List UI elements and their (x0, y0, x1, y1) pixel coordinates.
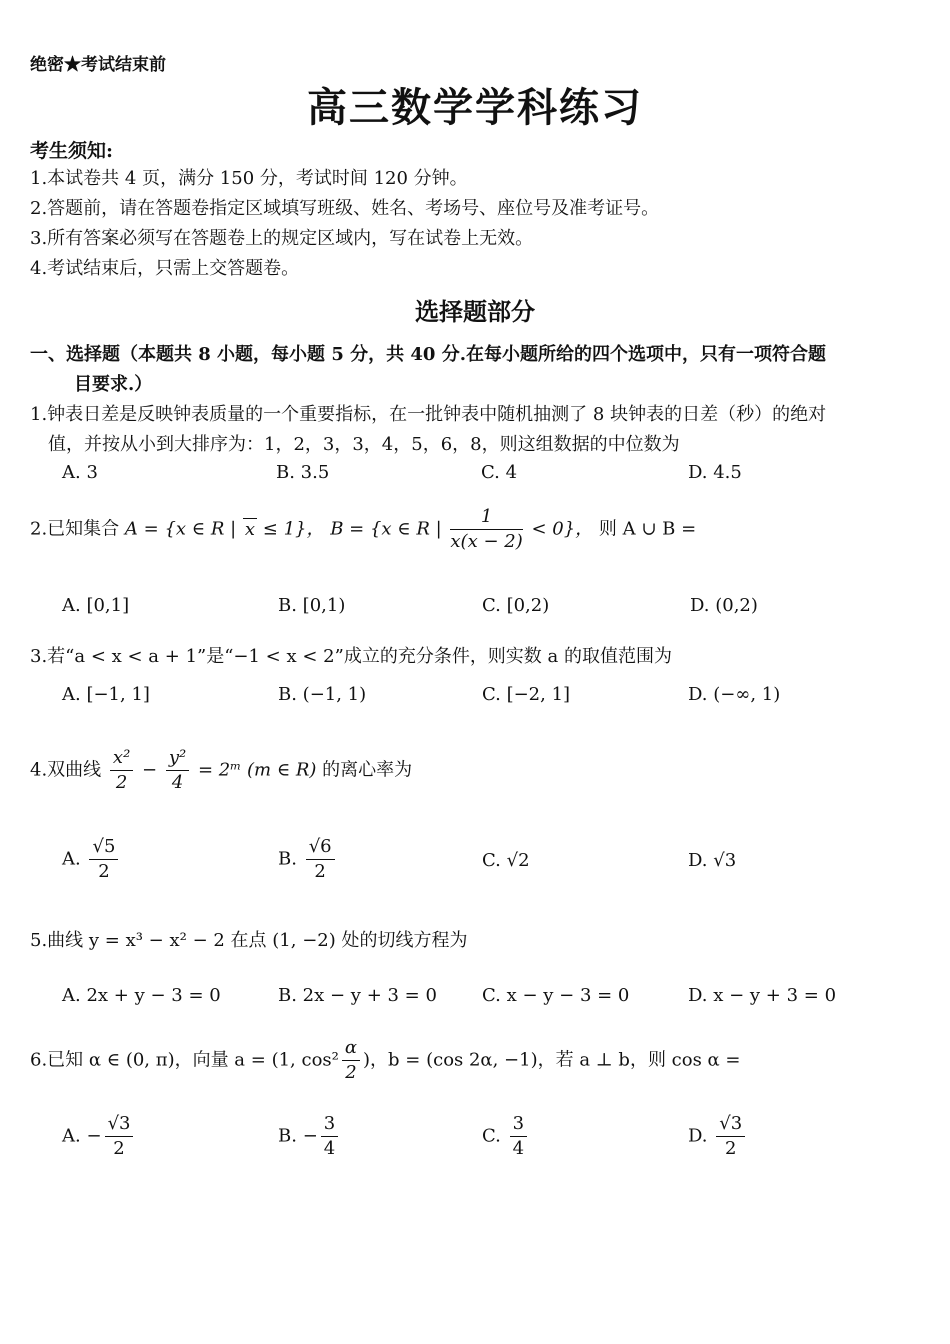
question-6-option-d (688, 1112, 748, 1161)
option-fraction (716, 1112, 745, 1161)
set-b-numerator: 1 (450, 505, 522, 530)
question-5-option-d: D. x − y + 3 = 0 (688, 985, 837, 1006)
question-1-option-a: A. 3 (62, 462, 98, 483)
option-sign: − (86, 1125, 102, 1147)
question-2-stem (30, 505, 696, 554)
option-fraction (306, 835, 335, 884)
note-item: 1.本试卷共 4 页，满分 150 分，考试时间 120 分钟。 (30, 168, 468, 189)
fraction-denominator: 2 (98, 861, 110, 882)
option-label: C. (482, 850, 501, 871)
option-label: A. (62, 848, 81, 870)
fraction-numerator: √3 (105, 1112, 134, 1137)
question-5-option-a: A. 2x + y − 3 = 0 (62, 985, 221, 1006)
part-instructions-line2: 目要求.） (74, 374, 153, 395)
question-1-stem (30, 400, 920, 460)
question-2-option-a: A. [0,1] (62, 595, 130, 616)
question-6-option-a (62, 1112, 136, 1161)
question-4-option-d (688, 850, 736, 871)
fraction-numerator: x² (110, 746, 133, 771)
fraction-denominator: 4 (323, 1138, 336, 1159)
set-b-head: B = {x ∈ R | (330, 518, 448, 540)
set-a-radical (243, 518, 257, 540)
question-6-option-b (278, 1112, 341, 1161)
fraction-numerator: 3 (510, 1112, 527, 1137)
option-fraction (105, 1112, 134, 1161)
question-4-option-c (482, 850, 530, 871)
question-6-option-c (482, 1112, 530, 1161)
question-3-option-a: A. [−1, 1] (62, 684, 150, 705)
set-a-tail: ≤ 1}， (257, 518, 325, 540)
question-1-stem-line1: 1.钟表日差是反映钟表质量的一个重要指标，在一批钟表中随机抽测了 8 块钟表的日差（秒）的绝对 (30, 404, 827, 425)
question-6-prefix: 6.已知 α ∈ (0, π)，向量 a = (1, cos² (30, 1049, 339, 1071)
question-2-prefix: 2.已知集合 (30, 518, 120, 540)
option-fraction (89, 835, 118, 884)
question-1-stem-line2: 值，并按从小到大排序为：1，2，3，3，4，5，6，8，则这组数据的中位数为 (48, 434, 680, 455)
question-5-stem: 5.曲线 y = x³ − x² − 2 在点 (1, −2) 处的切线方程为 (30, 930, 468, 951)
question-3-stem: 3.若“a < x < a + 1”是“−1 < x < 2”成立的充分条件，则实数 a 的取值范围为 (30, 646, 672, 667)
question-3-option-b: B. (−1, 1) (278, 684, 367, 705)
question-5-option-c: C. x − y − 3 = 0 (482, 985, 630, 1006)
section-title: 选择题部分 (415, 297, 535, 326)
option-value: √3 (713, 850, 737, 871)
fraction-denominator: 2 (345, 1062, 357, 1083)
part-instructions (30, 340, 920, 400)
note-item: 2.答题前，请在答题卷指定区域填写班级、姓名、考场号、座位号及准考证号。 (30, 198, 660, 219)
option-value: √2 (506, 850, 530, 871)
option-label: B. (278, 848, 297, 870)
question-2-option-c: C. [0,2) (482, 595, 550, 616)
question-4-prefix: 4.双曲线 (30, 759, 102, 781)
fraction-denominator: 4 (171, 772, 184, 793)
question-6-suffix: )，b = (cos 2α, −1)，若 a ⊥ b，则 cos α = (363, 1049, 741, 1071)
fraction-denominator: 2 (113, 1138, 125, 1159)
notes-heading: 考生须知: (30, 140, 114, 162)
question-4-stem (30, 746, 412, 795)
set-a-head: A = {x ∈ R | (124, 518, 242, 540)
option-label: D. (688, 1125, 708, 1147)
question-4-fraction-y (166, 746, 189, 795)
option-label: B. (278, 1125, 297, 1147)
note-item: 3.所有答案必须写在答题卷上的规定区域内，写在试卷上无效。 (30, 228, 534, 249)
fraction-numerator: √3 (716, 1112, 745, 1137)
fraction-denominator: 2 (115, 772, 128, 793)
set-a-radicand: x (244, 518, 256, 540)
question-1-option-b: B. 3.5 (276, 462, 330, 483)
confidential-label: 绝密★考试结束前 (30, 55, 166, 75)
fraction-denominator: 2 (724, 1138, 737, 1159)
question-4-suffix: 的离心率为 (322, 759, 413, 781)
fraction-numerator: y² (166, 746, 189, 771)
question-1-option-d: D. 4.5 (688, 462, 742, 483)
fraction-numerator: √5 (89, 835, 118, 860)
question-6-stem (30, 1036, 741, 1085)
set-b-denominator: x(x − 2) (450, 531, 523, 552)
page-title: 高三数学学科练习 (307, 84, 643, 131)
fraction-numerator: α (342, 1036, 360, 1061)
fraction-numerator: 3 (321, 1112, 338, 1137)
question-3-option-c: C. [−2, 1] (482, 684, 571, 705)
question-2-option-b: B. [0,1) (278, 595, 346, 616)
question-3-option-d: D. (−∞, 1) (688, 684, 781, 705)
fraction-denominator: 2 (314, 861, 326, 882)
option-label: D. (688, 850, 708, 871)
question-4-minus: − (142, 759, 158, 781)
fraction-denominator: 4 (512, 1138, 525, 1159)
question-4-option-a (62, 835, 121, 884)
option-fraction (510, 1112, 527, 1161)
note-item: 4.考试结束后，只需上交答题卷。 (30, 258, 300, 279)
question-2-option-d: D. (0,2) (690, 595, 758, 616)
question-4-fraction-x (110, 746, 133, 795)
option-label: C. (482, 1125, 501, 1147)
question-4-equation-rhs: = 2ᵐ (m ∈ R) (197, 759, 317, 781)
question-4-option-b (278, 835, 338, 884)
option-fraction (321, 1112, 338, 1161)
option-label: A. (62, 1125, 81, 1147)
option-sign: − (302, 1125, 318, 1147)
set-b-fraction (450, 505, 522, 554)
part-instructions-line1: 一、选择题（本题共 8 小题，每小题 5 分，共 40 分.在每小题所给的四个选项中，只有一项符合题 (30, 344, 826, 365)
fraction-numerator: √6 (306, 835, 335, 860)
question-1-option-c: C. 4 (481, 462, 518, 483)
set-b-tail: < 0}， (525, 518, 594, 540)
question-2-suffix: 则 A ∪ B = (598, 518, 697, 540)
question-6-fraction (342, 1036, 360, 1085)
question-5-option-b: B. 2x − y + 3 = 0 (278, 985, 437, 1006)
